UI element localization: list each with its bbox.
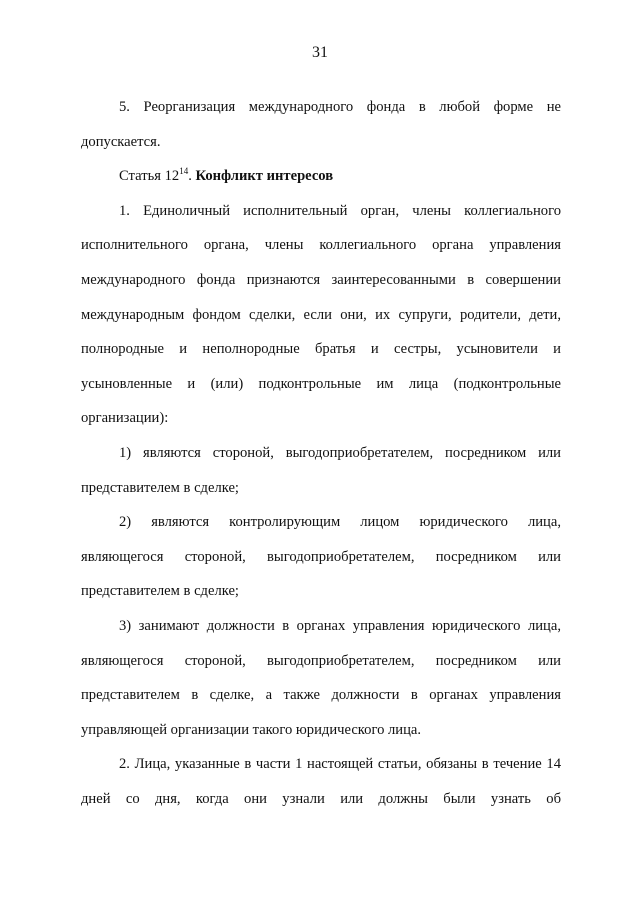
article-heading — [81, 159, 561, 194]
list-item-1: 1) являются стороной, выгодоприобретателем, посредником или представителем в сделке; — [81, 444, 561, 496]
article-superscript: 14 — [179, 166, 189, 177]
paragraph-part-2: 2. Лица, указанные в части 1 настоящей статьи, обязаны в течение 14 дней со дня, когда они узнали или должны были узнать об — [81, 756, 561, 807]
list-item-3: 3) занимают должности в органах управления юридического лица, являющегося стороной, выгодоприобретателем, посредником или представителем в сделке, а также должности в органах управления управляющей организации такого юридического лица. — [81, 617, 561, 738]
article-title: Конфликт интересов — [195, 168, 334, 185]
paragraph-part-1: 1. Единоличный исполнительный орган, члены коллегиального исполнительного органа, члены коллегиального органа управления международного фонда признаются заинтересованными в совершении международным фондом сделки, если они, их супруги, родители, дети, полнородные и неполнородные братья и сестры, усыновители и усыновленные и (или) подконтрольные им лица (подконтрольные организации): — [81, 202, 561, 427]
page-number: 31 — [312, 44, 328, 61]
article-number: Статья 12 — [119, 168, 180, 185]
article-separator: . — [188, 168, 196, 185]
list-item-2: 2) являются контролирующим лицом юридического лица, являющегося стороной, выгодоприобретателем, посредником или представителем в сделке; — [81, 514, 561, 600]
paragraph-reorganization: 5. Реорганизация международного фонда в любой форме не допускается. — [81, 99, 561, 150]
document-body — [81, 90, 561, 816]
